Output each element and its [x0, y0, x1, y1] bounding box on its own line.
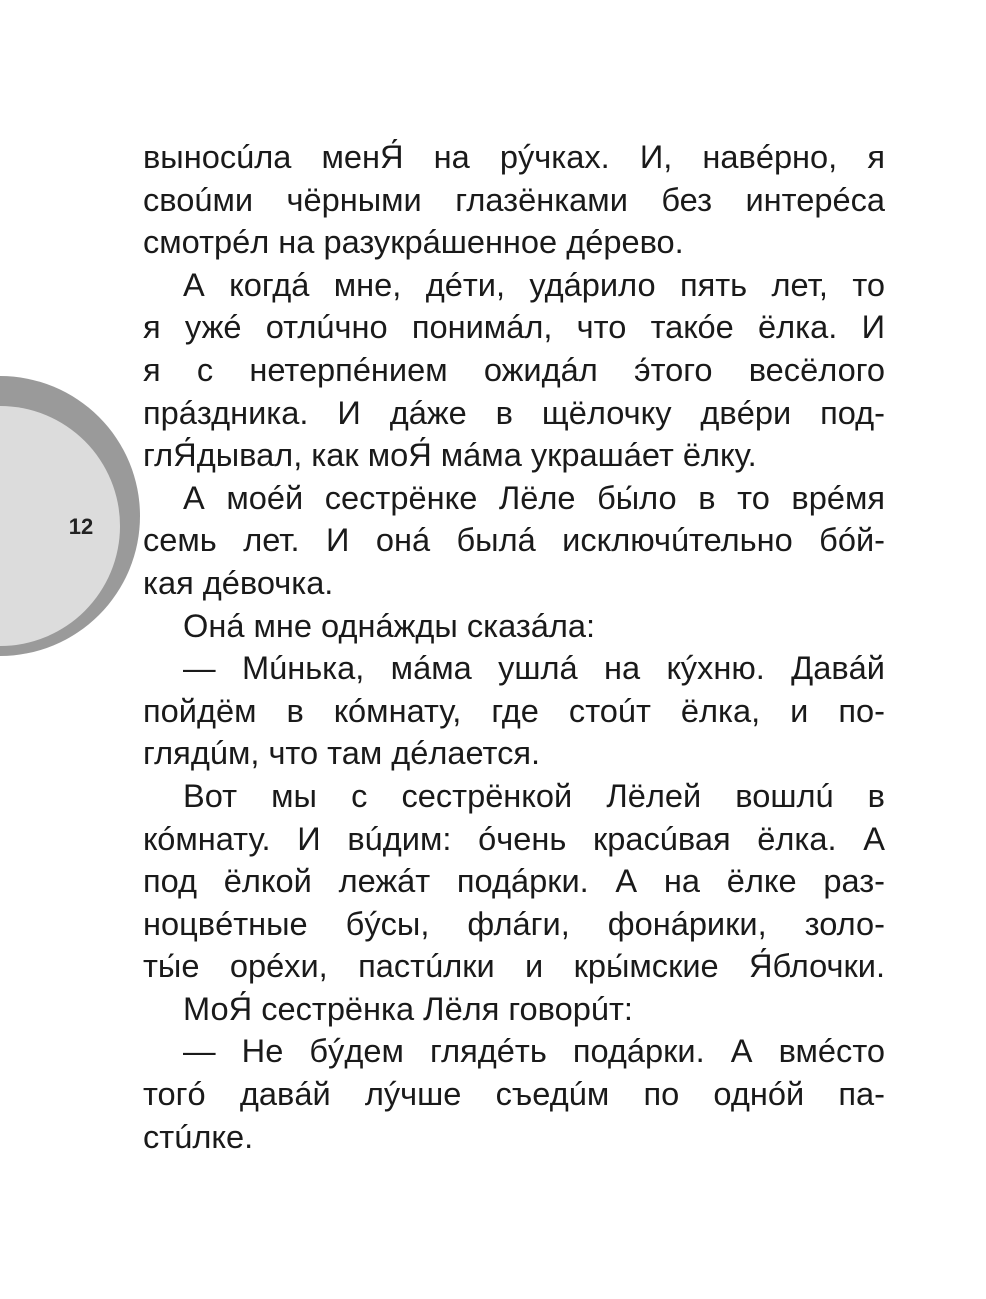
text-line: Онá мне однáжды сказáла:: [183, 606, 596, 644]
text-line: МоЯ́ сестрёнка Лёля говорúт:: [183, 989, 633, 1027]
text-line: кóмнату. И вúдим: óчень красúвая ёлка. А: [143, 819, 885, 857]
text-line: под ёлкой лежáт подáрки. А на ёлке раз-: [143, 862, 885, 900]
text-line: семь лет. И онá былá исключúтельно бóй-: [143, 521, 885, 559]
text-line: Вот мы с сестрёнкой Лёлей вошлú в: [183, 776, 885, 814]
text-line: глЯ́дывал, как моЯ́ мáма украшáет ёлку.: [143, 436, 757, 474]
text-line: смотрéл на разукрáшенное дéрево.: [143, 223, 684, 261]
text-line: ты́е орéхи, пастúлки и кры́мские Я́блочки.: [143, 947, 885, 985]
text-line: кая дéвочка.: [143, 563, 334, 601]
text-line: А когдá мне, дéти, удáрило пять лет, то: [183, 265, 885, 303]
text-line: стúлке.: [143, 1117, 254, 1155]
text-line: А моéй сестрёнке Лёле бы́ло в то врéмя: [183, 478, 885, 516]
text-line: — Не бýдем глядéть подáрки. А вмéсто: [183, 1032, 885, 1070]
text-line: я ужé отлúчно понимáл, что такóе ёлка. И: [143, 308, 885, 346]
text-block: [143, 136, 885, 1158]
text-line: — Мúнька, мáма ушлá на кýхню. Давáй: [183, 649, 885, 687]
text-line: тогó давáй лýчше съедúм по однóй па-: [143, 1075, 885, 1113]
text-line: пойдём в кóмнату, где стоúт ёлка, и по-: [143, 691, 885, 729]
page-number: 12: [68, 514, 94, 539]
text-line: прáздника. И дáже в щёлочку двéри под-: [143, 393, 885, 431]
text-line: своúми чёрными глазёнками без интерéса: [143, 180, 885, 218]
text-line: ноцвéтные бýсы, флáги, фонáрики, золо-: [143, 904, 885, 942]
text-line: выносúла менЯ́ на рýчках. И, навéрно, я: [143, 138, 885, 175]
text-line: глядúм, что там дéлается.: [143, 734, 541, 772]
text-line: я с нетерпéнием ожидáл э́того весёлого: [143, 350, 885, 388]
